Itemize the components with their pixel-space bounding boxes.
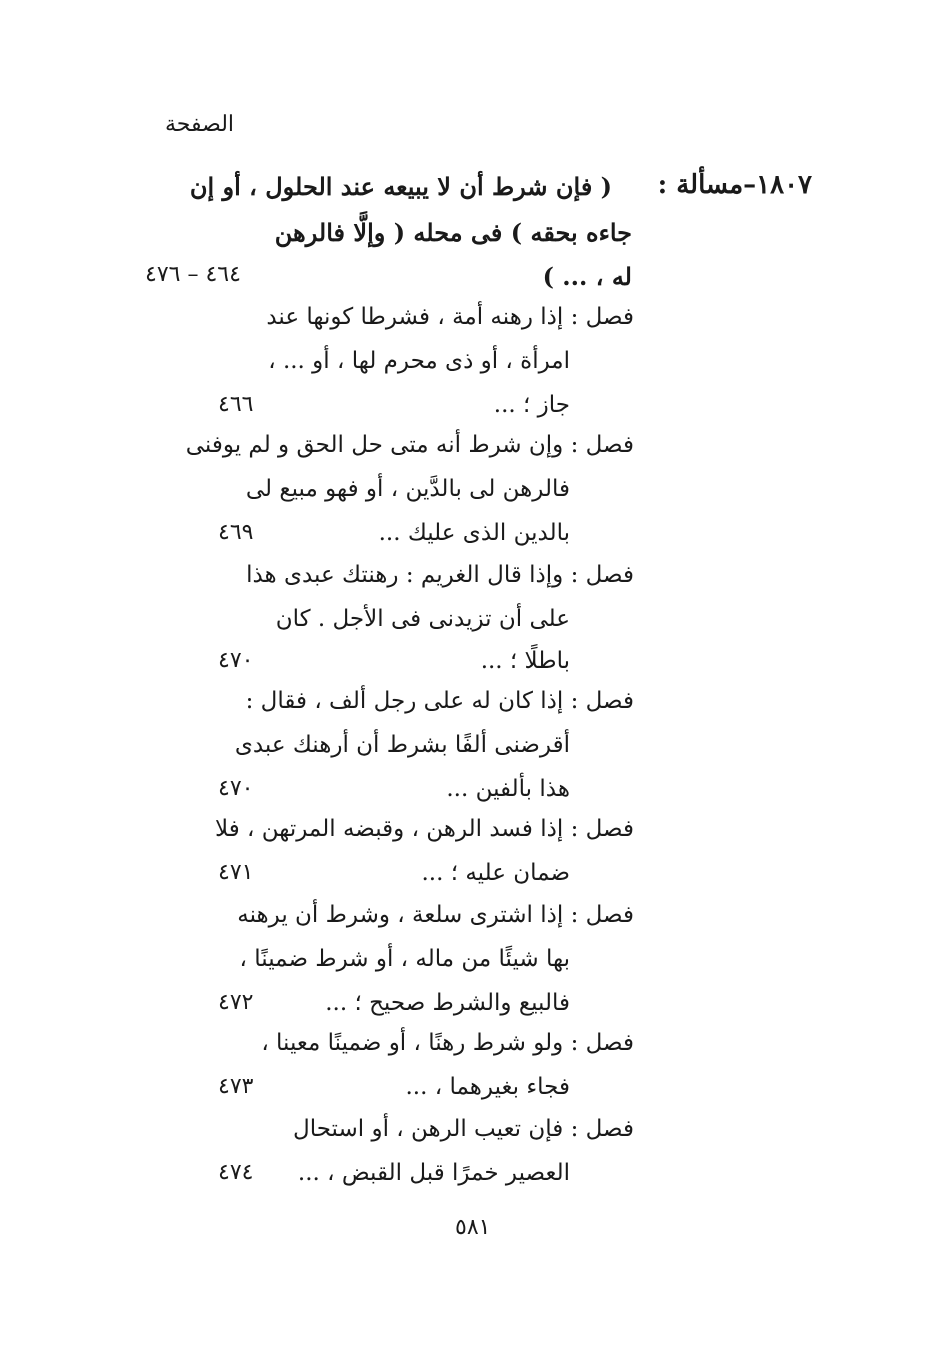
entry-line: ( فإن شرط أن لا يبيعه عند الحلول ، أو إن [189,172,612,201]
section-line: فصل : وإذا قال الغريم : رهنتك عبدى هذا [246,562,634,588]
section-line: فجاء بغيرهما ، ... [405,1074,570,1100]
entry-line: جاءه بحقه ) فى محله ( وإلَّا فالرهن [274,218,632,247]
section-line: فصل : فإن تعيب الرهن ، أو استحال [292,1116,634,1142]
section-line: فصل : إذا فسد الرهن ، وقبضه المرتهن ، فلا [214,816,634,842]
section-line: فالرهن لى بالدَّين ، أو فهو مبيع لى [245,476,570,502]
page-ref: ٤٦٩ [218,520,254,545]
section-line: هذا بألفين ... [446,776,570,802]
page-ref: ٤٧٠ [218,776,254,801]
section-line: جاز ؛ ... [493,392,570,418]
section-line: فصل : وإن شرط أنه متى حل الحق و لم يوفنى [185,432,634,458]
page-ref: ٤٧٤ [218,1160,254,1185]
section-line: على أن تزيدنى فى الأجل . كان [275,606,570,632]
section-line: ضمان عليه ؛ ... [421,860,570,886]
section-line: فصل : إذا اشترى سلعة ، وشرط أن يرهنه [237,902,634,928]
section-line: العصير خمرًا قبل القبض ، ... [297,1160,570,1186]
section-line: امرأة ، أو ذى محرم لها ، أو ... ، [268,348,570,374]
entry-line: له ، ... ) [542,262,632,291]
page-ref: ٤٦٦ [218,392,254,417]
page-ref: ٤٧٣ [218,1074,254,1099]
page-ref: ٤٧٠ [218,648,254,673]
entry-number: ١٨٠٧–مسألة : [657,170,812,200]
page-ref: ٤٦٤ – ٤٧٦ [145,262,241,287]
page-ref: ٤٧١ [218,860,254,885]
section-line: باطلًا ؛ ... [480,648,570,674]
section-line: فالبيع والشرط صحيح ؛ ... [325,990,570,1016]
section-line: أقرضنى ألفًا بشرط أن أرهنك عبدى [234,732,570,758]
section-line: فصل : ولو شرط رهنًا ، أو ضمينًا معينا ، [261,1030,634,1056]
section-line: بها شيئًا من ماله ، أو شرط ضمينًا ، [239,946,570,972]
section-line: فصل : إذا كان له على رجل ألف ، فقال : [245,688,634,714]
section-line: بالدين الذى عليك ... [378,520,570,546]
section-line: فصل : إذا رهنه أمة ، فشرطا كونها عند [266,304,634,330]
page-header-label: الصفحة [165,112,235,137]
page-ref: ٤٧٢ [218,990,254,1015]
page-number: ٥٨١ [455,1215,491,1240]
